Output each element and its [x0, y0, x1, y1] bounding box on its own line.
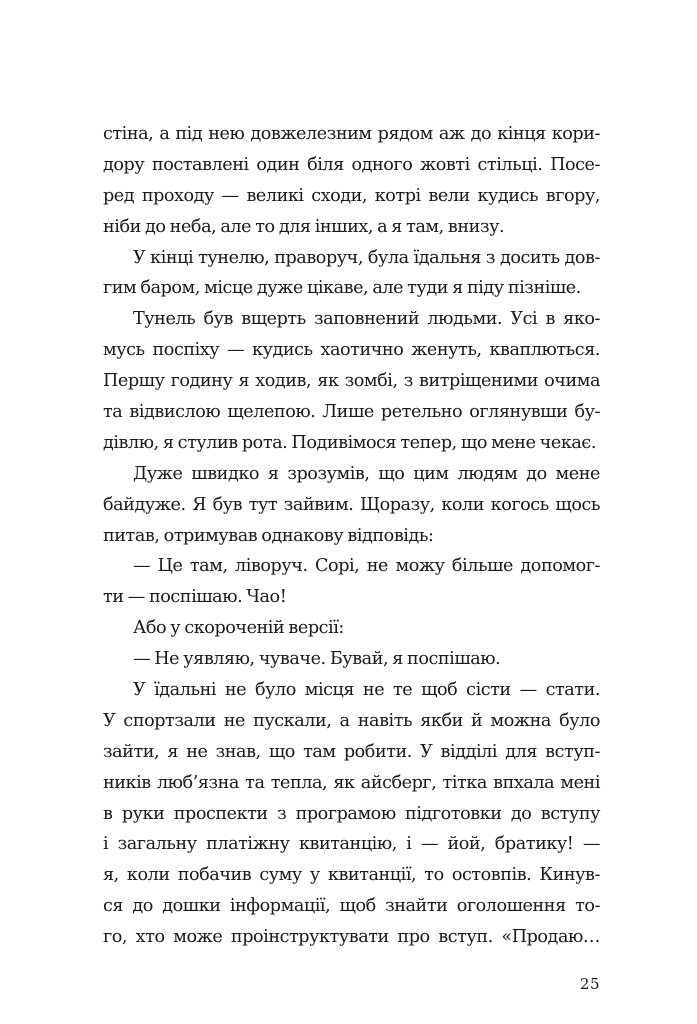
- text-line: і загальну платіжну квитанцію, і — йой, братику! —: [103, 834, 600, 855]
- text-line: ників люб’язна та тепла, як айсберг, тітка впхала мені: [103, 772, 600, 793]
- text-line: У кінці тунелю, праворуч, була їдальня з досить дов-: [133, 247, 600, 268]
- text-line: байдуже. Я був тут зайвим. Щоразу, коли когось щось: [103, 494, 600, 515]
- body-text: [103, 119, 600, 953]
- text-line: гим баром, місце дуже цікаве, але туди я піду пізніше.: [103, 278, 581, 299]
- text-line: ся до дошки інформації, щоб знайти оголошення то-: [103, 896, 600, 917]
- text-line: Першу годину я ходив, як зомбі, з витріщеними очима: [103, 371, 600, 392]
- text-line: питав, отримував однакову відповідь:: [103, 525, 434, 546]
- text-line: Або у скороченій версії:: [133, 618, 344, 639]
- text-line: дору поставлені один біля одного жовті стільці. Посе-: [103, 154, 600, 175]
- text-line: зайти, я не знав, що там робити. У відділі для вступ-: [103, 741, 600, 762]
- text-line: го, хто може проінструктувати про вступ. «Продаю…: [103, 927, 600, 948]
- text-line: ти — поспішаю. Чао!: [103, 587, 287, 608]
- page-number: 25: [579, 975, 600, 993]
- text-line: я, коли побачив суму у квитанції, то остовпів. Кинув-: [103, 865, 600, 886]
- text-line: стіна, а під нею довжелезним рядом аж до кінця кори-: [103, 124, 600, 144]
- text-line: Тунель був вщерть заповнений людьми. Усі в яко-: [133, 309, 600, 330]
- text-line: мусь поспіху — кудись хаотично женуть, кваплються.: [103, 340, 600, 361]
- text-line: У спортзали не пускали, а навіть якби й можна було: [103, 710, 600, 731]
- text-line: — Це там, ліворуч. Сорі, не можу більше допомог-: [133, 556, 600, 577]
- text-line: дівлю, я стулив рота. Подивімося тепер, що мене чекає.: [103, 432, 596, 453]
- text-line: та відвислою щелепою. Лише ретельно оглянувши бу-: [103, 402, 600, 423]
- text-line: ред проходу — великі сходи, котрі вели кудись вгору,: [103, 185, 600, 206]
- text-line: ніби до неба, але то для інших, а я там, внизу.: [103, 216, 505, 237]
- text-line: Дуже швидко я зрозумів, що цим людям до мене: [133, 463, 600, 484]
- text-line: — Не уявляю, чуваче. Бувай, я поспішаю.: [133, 649, 501, 670]
- text-line: У їдальні не було місця не те щоб сісти — стати.: [133, 680, 600, 701]
- text-line: в руки проспекти з програмою підготовки до вступу: [103, 803, 600, 824]
